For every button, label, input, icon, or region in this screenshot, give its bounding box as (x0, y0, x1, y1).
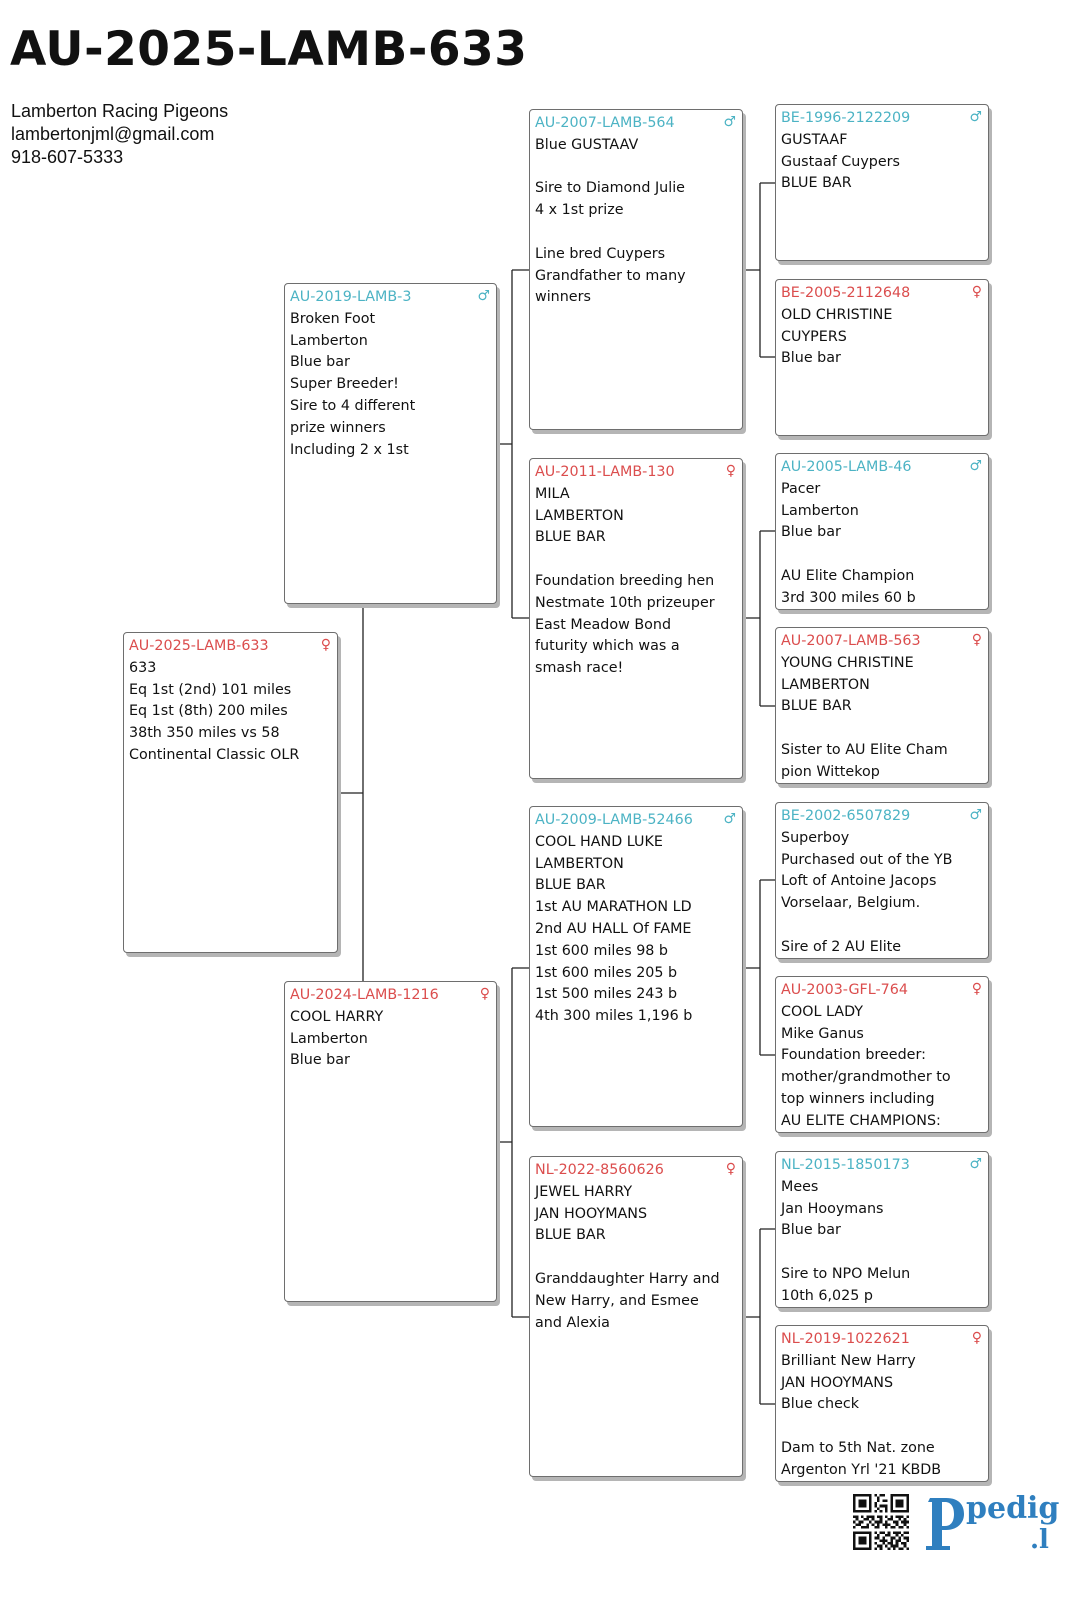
pigeon-info-line: Broken Foot (290, 310, 376, 327)
ring-number: NL-2019-1022621 (781, 1331, 910, 1347)
ring-number: NL-2015-1850173 (781, 1157, 910, 1173)
pigeon-card-dam-dam[interactable] (529, 1156, 743, 1477)
pigeon-info-line: Foundation breeding hen (535, 572, 715, 589)
ring-number: AU-2003-GFL-764 (781, 982, 908, 998)
ring-number: NL-2022-8560626 (535, 1162, 664, 1178)
pigeon-card-sire-sire[interactable] (529, 109, 743, 430)
ring-number: AU-2024-LAMB-1216 (290, 987, 439, 1003)
pigeon-info-line: Brilliant New Harry (781, 1352, 916, 1369)
pigeon-info-line: BLUE BAR (535, 1227, 606, 1244)
pigeon-info-line: LAMBERTON (535, 855, 624, 872)
pigeon-info-line: Lamberton (290, 332, 368, 349)
pigeon-info-line: pion Wittekop (781, 763, 880, 780)
pigeon-info-line: BLUE BAR (535, 529, 606, 546)
female-symbol-icon: ♀ (725, 463, 736, 479)
pigeon-info-line: Foundation breeder: (781, 1047, 926, 1064)
pigeon-card-ss-sire[interactable] (775, 104, 989, 261)
owner-email: lambertonjml@gmail.com (11, 124, 215, 144)
pigeon-info-line (781, 1242, 983, 1264)
pigeon-info-line: Blue bar (781, 524, 841, 541)
pigeon-card-sire-dam[interactable] (529, 458, 743, 779)
ring-number: AU-2009-LAMB-52466 (535, 812, 693, 828)
pigeon-info-line: Eq 1st (2nd) 101 miles (129, 681, 292, 698)
pigeon-info-line (781, 915, 983, 937)
male-symbol-icon: ♂ (969, 458, 982, 474)
pigeon-info-line: Pacer (781, 480, 821, 497)
pigeon-info-line: Blue bar (781, 350, 841, 367)
ring-number: AU-2025-LAMB-633 (129, 638, 269, 654)
pigeon-info-line: Granddaughter Harry and (535, 1270, 720, 1287)
pigeon-info-line: Including 2 x 1st (290, 441, 409, 458)
pigeon-info-line (781, 544, 983, 566)
pigeon-info-line: OLD CHRISTINE (781, 306, 893, 323)
pigeon-card-dd-dam[interactable] (775, 1325, 989, 1482)
pigeon-info-line: Line bred Cuypers (535, 245, 666, 262)
qr-code-icon[interactable] (853, 1494, 909, 1550)
pigeon-card-ss-dam[interactable] (775, 279, 989, 436)
female-symbol-icon: ♀ (971, 1330, 982, 1346)
female-symbol-icon: ♀ (320, 637, 331, 653)
pigeon-card-sd-sire[interactable] (775, 453, 989, 610)
ring-number: AU-2005-LAMB-46 (781, 459, 912, 475)
pigeon-info-line: winners (535, 289, 591, 306)
pigeon-info-line: 1st 600 miles 205 b (535, 964, 678, 981)
pigeon-info-line: Super Breeder! (290, 376, 399, 393)
pigeon-info-line: Dam to 5th Nat. zone (781, 1439, 935, 1456)
pigeon-info-line: JAN HOOYMANS (535, 1205, 648, 1222)
pigeon-info-line: GUSTAAF (781, 131, 848, 148)
pigeon-info-line: BLUE BAR (781, 175, 852, 192)
pigeon-info-line: LAMBERTON (535, 507, 624, 524)
pigeon-info-line: COOL HAND LUKE (535, 833, 663, 850)
pigeon-info-line: Argenton Yrl '21 KBDB (781, 1461, 942, 1478)
pigeon-info-line: AU Elite Champion (781, 567, 915, 584)
pigeon-info-line: prize winners (290, 419, 386, 436)
pigeon-info-line: Sire to NPO Melun (781, 1265, 911, 1282)
pigeon-info-line: 2nd AU HALL Of FAME (535, 920, 692, 937)
pigeon-info-line: Superboy (781, 829, 850, 846)
female-symbol-icon: ♀ (725, 1161, 736, 1177)
pedigree-logo-icon (924, 1488, 1070, 1558)
pigeon-info-line (535, 549, 737, 571)
male-symbol-icon: ♂ (969, 1156, 982, 1172)
pigeon-info-line: Lamberton (290, 1030, 368, 1047)
pigeon-info-line: Sister to AU Elite Cham (781, 741, 948, 758)
pigeon-info-line: 1st 500 miles 243 b (535, 986, 678, 1003)
pigeon-info-line: Sire of 2 AU Elite (781, 938, 902, 955)
pigeon-info-line: Lamberton (781, 502, 859, 519)
pigeon-info-line (535, 222, 737, 244)
pigeon-card-ds-sire[interactable] (775, 802, 989, 959)
pigeon-info-line: 4 x 1st prize (535, 202, 624, 219)
pigeon-info-line: Grandfather to many (535, 267, 686, 284)
pigeon-info-line: Sire to 4 different (290, 397, 416, 414)
pigeon-info-line (781, 718, 983, 740)
pigeon-info-line: 1st 600 miles 98 b (535, 942, 669, 959)
male-symbol-icon: ♂ (477, 288, 490, 304)
pigeon-info-line: MILA (535, 485, 570, 502)
pigeon-info-line: Purchased out of the YB (781, 851, 953, 868)
pigeon-info-line: Jan Hooymans (781, 1200, 884, 1217)
male-symbol-icon: ♂ (969, 807, 982, 823)
pigeon-info-line: Vorselaar, Belgium. (781, 895, 921, 912)
pigeon-info-line: Loft of Antoine Jacops (781, 873, 937, 890)
pigeon-info-line: Mike Ganus (781, 1025, 864, 1042)
pigeon-info-line: Blue bar (290, 354, 350, 371)
female-symbol-icon: ♀ (971, 632, 982, 648)
female-symbol-icon: ♀ (479, 986, 490, 1002)
pigeon-info-line: COOL LADY (781, 1003, 864, 1020)
pigeon-info-line: New Harry, and Esmee (535, 1292, 699, 1309)
pigeon-info-line: LAMBERTON (781, 676, 870, 693)
pigeon-card-subject[interactable] (123, 632, 338, 953)
ring-number: BE-1996-2122209 (781, 110, 911, 126)
pigeon-card-dam-sire[interactable] (529, 806, 743, 1127)
ring-number: AU-2007-LAMB-564 (535, 115, 675, 131)
ring-number: BE-2005-2112648 (781, 285, 911, 301)
owner-name: Lamberton Racing Pigeons (11, 101, 229, 121)
pigeon-card-sd-dam[interactable] (775, 627, 989, 784)
pigeon-info-line (535, 157, 737, 179)
pigeon-card-dd-sire[interactable] (775, 1151, 989, 1308)
page-title: AU-2025-LAMB-633 (10, 22, 528, 77)
pigeon-info-line (535, 1247, 737, 1269)
pigeon-info-line: CUYPERS (781, 328, 847, 345)
pigeon-info-line: and Alexia (535, 1314, 610, 1331)
female-symbol-icon: ♀ (971, 981, 982, 997)
pigeon-info-line: futurity which was a (535, 638, 680, 655)
pigeon-info-line: 3rd 300 miles 60 b (781, 589, 916, 606)
pedigree-logo[interactable] (924, 1488, 1070, 1558)
pigeon-info-line: Eq 1st (8th) 200 miles (129, 703, 288, 720)
owner-phone: 918-607-5333 (11, 147, 124, 167)
pigeon-info-line: Blue bar (290, 1052, 350, 1069)
pigeon-info-line: mother/grandmother to (781, 1069, 951, 1086)
ring-number: AU-2007-LAMB-563 (781, 633, 921, 649)
pigeon-info-line: BLUE BAR (781, 698, 852, 715)
male-symbol-icon: ♂ (723, 811, 736, 827)
pigeon-card-ds-dam[interactable] (775, 976, 989, 1133)
male-symbol-icon: ♂ (723, 114, 736, 130)
pigeon-info-line: YOUNG CHRISTINE (781, 654, 914, 671)
pigeon-card-dam[interactable] (284, 981, 497, 1302)
ring-number: AU-2019-LAMB-3 (290, 289, 412, 305)
pigeon-info-line: Sire to Diamond Julie (535, 180, 685, 197)
pigeon-info-line: Mees (781, 1178, 819, 1195)
pigeon-info-line: 10th 6,025 p (781, 1287, 873, 1304)
pigeon-info-line: top winners including (781, 1090, 935, 1107)
ring-number: BE-2002-6507829 (781, 808, 911, 824)
logo-text-2: .l (1030, 1525, 1049, 1555)
pigeon-info-line: Blue GUSTAAV (535, 136, 639, 153)
pigeon-info-line: Blue check (781, 1396, 860, 1413)
pigeon-card-sire[interactable] (284, 283, 497, 604)
logo-text: pedig (966, 1491, 1060, 1526)
male-symbol-icon: ♂ (969, 109, 982, 125)
pigeon-info-line: smash race! (535, 660, 624, 677)
pigeon-info-line: Blue bar (781, 1222, 841, 1239)
pigeon-info-line: 1st AU MARATHON LD (535, 899, 692, 916)
pigeon-info-line: 38th 350 miles vs 58 (129, 725, 280, 742)
pigeon-info-line: Continental Classic OLR (129, 746, 300, 763)
pigeon-info-line: COOL HARRY (290, 1008, 384, 1025)
pigeon-info-line: BLUE BAR (535, 877, 606, 894)
pigeon-info-line (781, 1416, 983, 1438)
pigeon-info-line: Nestmate 10th prizeuper (535, 594, 715, 611)
pigeon-info-line: AU ELITE CHAMPIONS: (781, 1112, 941, 1129)
pigeon-info-line: 633 (129, 659, 157, 676)
ring-number: AU-2011-LAMB-130 (535, 464, 675, 480)
female-symbol-icon: ♀ (971, 284, 982, 300)
pigeon-info-line: JEWEL HARRY (535, 1183, 633, 1200)
pigeon-info-line: JAN HOOYMANS (781, 1374, 894, 1391)
pigeon-info-line: East Meadow Bond (535, 616, 672, 633)
pigeon-info-line: Gustaaf Cuypers (781, 153, 900, 170)
pigeon-info-line: 4th 300 miles 1,196 b (535, 1008, 693, 1025)
